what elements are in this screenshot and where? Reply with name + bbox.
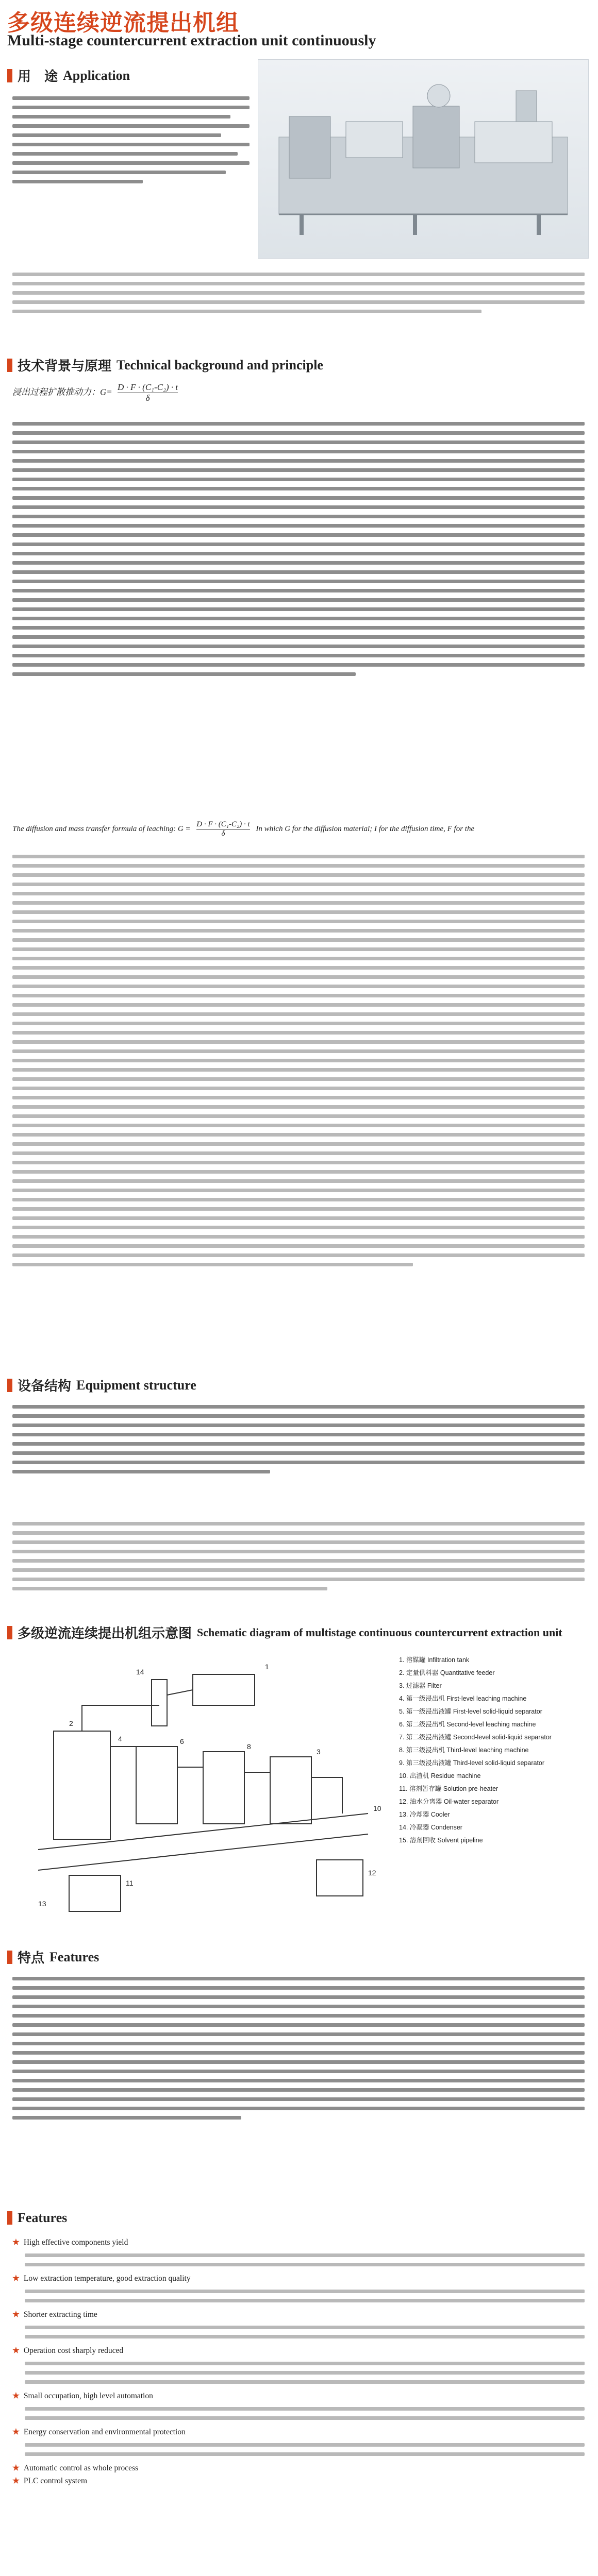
tank-top-shape [193,1674,255,1705]
svg-text:14: 14 [136,1668,144,1676]
section-title-cn: 多级逆流连续提出机组示意图 [18,1625,192,1641]
background-text-cn [12,417,585,682]
background-text-en [12,850,585,1272]
feature-item: ★ Low extraction temperature, good extraction quality [12,2274,191,2283]
star-icon: ★ [12,2477,20,2485]
feature-item: ★ Operation cost sharply reduced [12,2346,124,2355]
svg-text:13: 13 [38,1900,46,1908]
section-title-en: Technical background and principle [117,357,323,372]
star-icon: ★ [12,2428,20,2436]
process-schematic-diagram [7,1643,590,1932]
section-title-en: Application [63,67,130,83]
feature-item: ★ Energy conservation and environmental protection [12,2428,186,2436]
features-list-en [12,2236,585,2487]
formula-numerator: D · F · (C₁-C₂) · t [196,820,250,828]
tank-3-shape [203,1752,244,1824]
tank-2-shape [136,1747,177,1824]
formula-tail-en: In which G for the diffusion material; I for the diffusion time, F for the [256,824,475,833]
page-title-en: Multi-stage countercurrent extraction unit continuously [7,32,376,49]
legend-item: 5. 第一级浸出液罐 First-level solid-liquid separator [399,1708,542,1715]
diagram-legend [399,1654,585,1847]
formula-label: 浸出过程扩散推动力：G= [12,387,112,397]
formula-cn [12,382,178,403]
section-title-cn: 设备结构 [18,1378,72,1394]
star-icon: ★ [12,2310,20,2319]
formula-numerator: D · F · (C₁-C₂) · t [118,382,178,392]
legend-item: 12. 油水分离器 Oil-water separator [399,1798,499,1805]
star-icon: ★ [12,2346,20,2355]
formula-denominator: δ [145,393,150,403]
feature-item: ★ Small occupation, high level automation [12,2392,153,2400]
legend-item: 1. 溶媒罐 Infiltration tank [399,1656,470,1664]
product-photo [258,59,589,259]
residue-tank-shape [317,1860,363,1896]
formula-en [12,820,474,838]
section-marker-icon [7,359,12,372]
section-title-en: Features [18,2210,68,2225]
tank-4-shape [270,1757,311,1824]
svg-text:2: 2 [69,1719,73,1727]
section-marker-icon [7,69,12,82]
legend-item: 6. 第二级浸出机 Second-level leaching machine [399,1721,536,1728]
section-title-en: Features [49,1949,99,1964]
legend-item: 8. 第三级浸出机 Third-level leaching machine [399,1747,529,1754]
solvent-tank-shape [69,1875,121,1911]
schematic-drawing [7,1643,399,1932]
section-title-cn: 特点 [18,1950,45,1965]
section-title-cn: 用 途 [18,69,58,84]
legend-item: 2. 定量供料器 Quantitative feeder [399,1669,495,1676]
svg-text:12: 12 [368,1869,376,1877]
svg-text:6: 6 [180,1737,184,1745]
svg-text:3: 3 [317,1748,321,1756]
legend-item: 11. 溶剂暂存罐 Solution pre-heater [399,1785,499,1792]
structure-text-cn [12,1400,585,1479]
section-heading-background [7,355,323,375]
legend-item: 14. 冷凝器 Condenser [399,1824,462,1831]
application-text-cn [12,92,250,189]
svg-text:11: 11 [126,1879,134,1887]
legend-item: 3. 过滤器 Filter [399,1682,442,1689]
formula-label-en: The diffusion and mass transfer formula of leaching: G = [12,824,191,833]
star-icon: ★ [12,2238,20,2247]
legend-item: 9. 第三级浸出液罐 Third-level solid-liquid separator [399,1759,545,1767]
svg-text:10: 10 [373,1804,381,1812]
section-marker-icon [7,1379,12,1392]
star-icon: ★ [12,2274,20,2283]
section-title-en: Schematic diagram of multistage continuous countercurrent extraction unit [197,1625,562,1639]
section-heading-structure [7,1376,196,1395]
svg-text:1: 1 [265,1663,269,1671]
structure-text-en [12,1517,585,1596]
application-text-en [12,268,585,319]
section-heading-schematic [7,1623,562,1642]
condenser-shape [152,1680,167,1726]
section-title-en: Equipment structure [76,1377,196,1393]
legend-item: 7. 第二级浸出液罐 Second-level solid-liquid separator [399,1734,552,1741]
feature-item: ★ Shorter extracting time [12,2310,97,2319]
svg-text:8: 8 [247,1742,251,1751]
legend-item: 15. 溶剂回收 Solvent pipeline [399,1837,483,1844]
section-marker-icon [7,1951,12,1964]
section-heading-application [7,66,130,85]
star-icon: ★ [12,2464,20,2472]
feature-item: ★ Automatic control as whole process [12,2464,139,2472]
features-text-cn [12,1972,585,2125]
section-marker-icon [7,2211,12,2225]
star-icon: ★ [12,2392,20,2400]
legend-item: 4. 第一级浸出机 First-level leaching machine [399,1695,527,1702]
page-title-cn: 多级连续逆流提出机组 [7,10,239,36]
section-heading-features-en [7,2210,67,2226]
section-marker-icon [7,1626,12,1639]
formula-denominator: δ [221,829,225,838]
feature-item: ★ PLC control system [12,2477,88,2485]
section-heading-features [7,1947,99,1967]
tank-1-shape [54,1731,110,1839]
section-title-cn: 技术背景与原理 [18,358,112,374]
legend-item: 10. 出渣机 Residue machine [399,1772,481,1780]
legend-item: 13. 冷却器 Cooler [399,1811,450,1818]
svg-text:4: 4 [118,1735,122,1743]
feature-item: ★ High effective components yield [12,2238,128,2247]
